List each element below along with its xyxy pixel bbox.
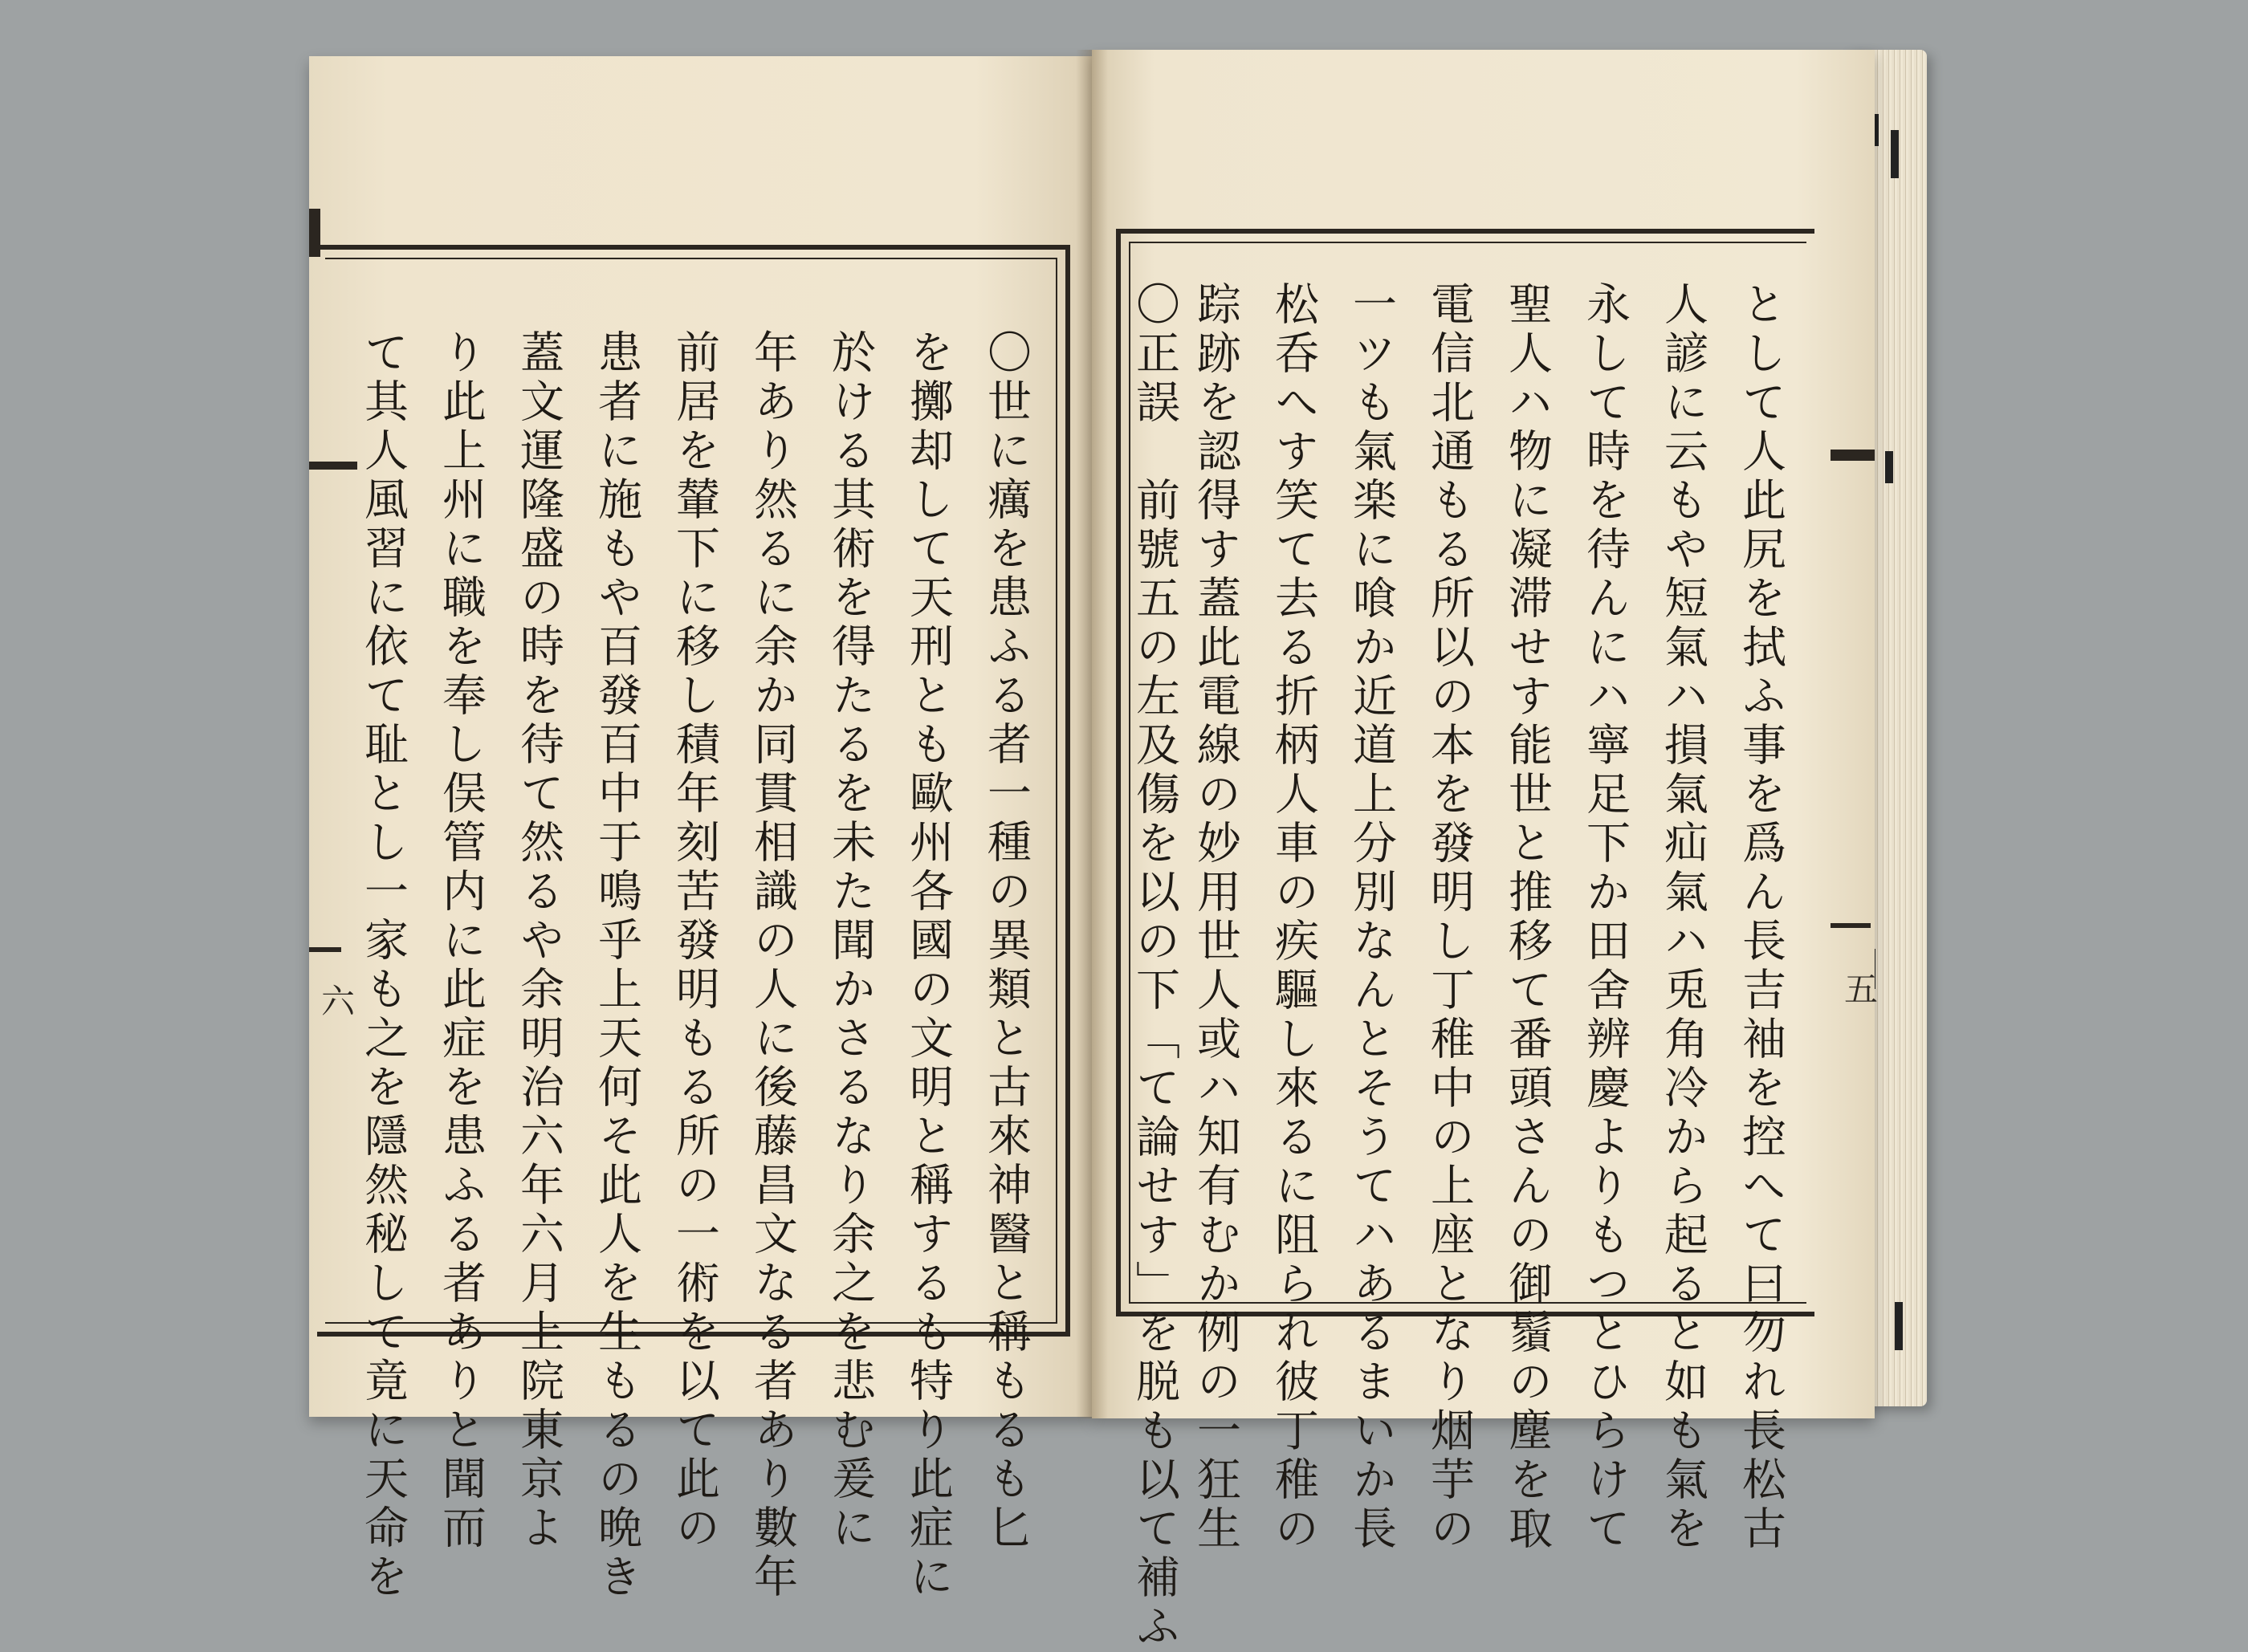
right-text-column: 人諺に云もや短氣ハ損氣疝氣ハ兎角冷から起ると如も氣を [1657, 281, 1708, 1554]
right-ear-mark [1831, 450, 1875, 461]
left-text-column: て其人風習に依て耻とし一家も之を隱然秘して竟に天命を [357, 329, 409, 1602]
left-text-column: 前居を輦下に移し積年刻苦發明もる所の一術を以て此の [669, 329, 720, 1553]
left-text-column: 〇世に癘を患ふる者一種の異類と古來神醫と稱もるも匕 [980, 329, 1032, 1553]
right-text-column: 一ツも氣楽に喰か近道上分別なんとそうてハあるまいか長 [1346, 281, 1397, 1554]
left-text-column: り此上州に職を奉し俣管内に此症を患ふる者ありと聞而 [435, 329, 487, 1553]
left-text-column: 年あり然るに余か同貫相識の人に後藤昌文なる者あり數年 [747, 329, 798, 1602]
left-folio-number: 六 [316, 983, 356, 1017]
right-text-column: 聖人ハ物に凝滞せす能世と推移て番頭さんの御鬚の塵を取 [1501, 281, 1553, 1554]
left-text-column: 於ける其術を得たるを未た聞かさるなり余之を悲む爰に [825, 329, 876, 1553]
right-text-column: 松呑へす笑て去る折柄人車の疾驅し來るに阻られ彼丁稚の [1268, 281, 1319, 1554]
right-folio-number: 五 [1839, 971, 1879, 1005]
left-text-column: 蓋文運隆盛の時を待て然るや余明治六年六月上院東京よ [513, 329, 564, 1553]
right-text-column: 永して時を待んにハ寧足下か田舍辨慶よりもつとひらけて [1579, 281, 1631, 1554]
left-text-column: を擲却して天刑とも歐州各國の文明と稱するも特り此症に [902, 329, 954, 1602]
right-text-column: として人此尻を拭ふ事を爲ん長吉袖を控へて曰勿れ長松古 [1735, 281, 1786, 1554]
right-text-column: 踪跡を認得す蓋此電線の妙用世人或ハ知有むか例の一狂生 [1190, 281, 1241, 1554]
right-text-column: 電信北通もる所以の本を發明し丁稚中の上座となり烟芋の [1423, 281, 1475, 1554]
book-gutter [1076, 50, 1108, 1418]
right-text-column: 〇正誤 前號五の左及傷を以の下「て論せす」を脱も以て補ふ [1129, 281, 1180, 1652]
left-text-column: 患者に施もや百發百中于鳴乎上天何そ此人を生もるの晩き [591, 329, 642, 1602]
right-ear-mark [1831, 923, 1871, 928]
